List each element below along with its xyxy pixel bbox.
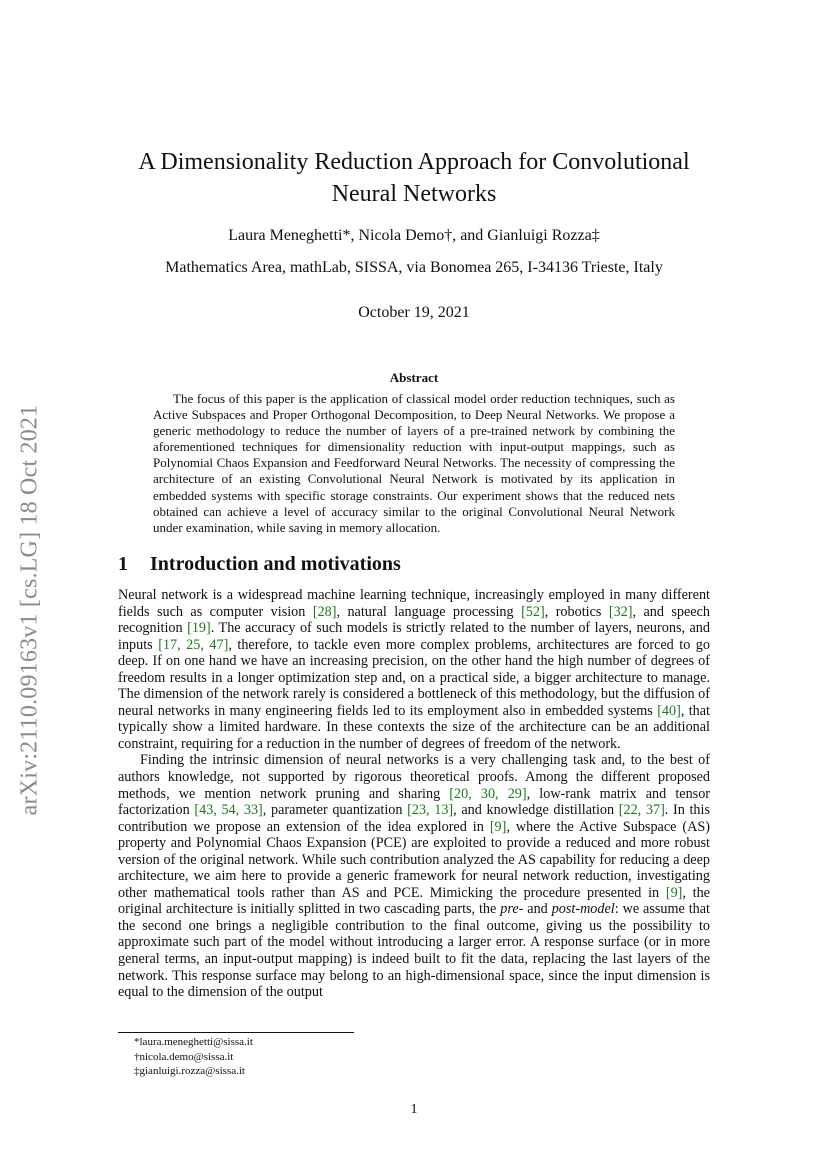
- section-number: 1: [118, 553, 128, 575]
- arxiv-identifier: arXiv:2110.09163v1 [cs.LG] 18 Oct 2021: [16, 404, 43, 816]
- citation-link[interactable]: [9]: [665, 884, 683, 901]
- title-line-1: A Dimensionality Reduction Approach for Convolutional: [138, 149, 690, 175]
- abstract-text: The focus of this paper is the application of classical model order reduction techniques, such as Active Subspaces and Proper Orthogonal Decomposition, to Deep Neural Networks. We propose a generic methodology to reduce the number of layers of a pre-trained network by combining the aforementioned techniques for dimensionality reduction with input-output mappings, such as Polynomial Chaos Expansion and Feedforward Neural Networks. The necessity of compressing the architecture of an existing Convolutional Neural Network is motivated by its application in embedded systems with specific storage constraints. Our experiment shows that the reduced nets obtained can achieve a level of accuracy similar to the original Convolutional Neural Network under examination, while saving in memory allocation.: [153, 391, 675, 535]
- footnote-rule: [118, 1032, 354, 1033]
- paper-title: [120, 146, 708, 210]
- citation-link[interactable]: [52]: [521, 603, 545, 620]
- emphasis-pre: pre-: [500, 901, 524, 918]
- body-text: [118, 587, 710, 1001]
- citation-link[interactable]: [23, 13]: [407, 802, 454, 819]
- section-heading: [118, 553, 401, 576]
- citation-link[interactable]: [28]: [312, 603, 337, 620]
- page-number: 1: [410, 1102, 418, 1117]
- emphasis-post-model: post-model: [551, 901, 615, 918]
- footnotes: [134, 1035, 253, 1079]
- citation-link[interactable]: [32]: [608, 603, 633, 620]
- affiliation: Mathematics Area, mathLab, SISSA, via Bonomea 265, I-34136 Trieste, Italy: [165, 259, 663, 276]
- footnote-email-2: †nicola.demo@sissa.it: [134, 1050, 234, 1063]
- citation-link[interactable]: [20, 30, 29]: [449, 785, 527, 802]
- citation-link[interactable]: [19]: [187, 620, 211, 637]
- citation-link[interactable]: [40]: [657, 702, 681, 719]
- citation-link[interactable]: [9]: [489, 818, 507, 835]
- authors: Laura Meneghetti*, Nicola Demo†, and Gianluigi Rozza‡: [228, 227, 600, 244]
- citation-link[interactable]: [43, 54, 33]: [194, 802, 263, 819]
- paragraph-2: Finding the intrinsic dimension of neural networks is a very challenging task and, to the best of authors knowledge, not supported by rigorous theoretical proofs. Among the different proposed methods, we mention network pruning and sharing [20, 30, 29], low-rank matrix and tensor factorization [43, 54, 33], parameter quantization [23, 13], and knowledge distillation [22, 37]. In this contribution we propose an extension of the idea explored in [9], where the Active Subspace (AS) property and Polynomial Chaos Expansion (PCE) are exploited to provide a reduced and more robust version of the original network. While such contribution analyzed the AS capability for reducing a deep architecture, we aim here to provide a generic framework for neural network reduction, investigating other mathematical tools rather than AS and PCE. Mimicking the procedure presented in [9], the original architecture is initially splitted in two cascading parts, the pre- and post-model: we assume that the second one brings a negligible contribution to the final outcome, giving us the possibility to approximate such part of the model without introducing a larger error. A response surface (or in more general terms, an input-output mapping) is indeed built to fit the data, replacing the last layers of the network. This response surface may belong to an high-dimensional space, since the input dimension is equal to the dimension of the output: [118, 752, 711, 1001]
- paragraph-1: Neural network is a widespread machine learning technique, increasingly employed in many different fields such as computer vision [28], natural language processing [52], robotics [32], and speech recognition [19]. The accuracy of such models is strictly related to the number of layers, neurons, and inputs [17, 25, 47], therefore, to tackle even more complex problems, architectures are forced to go deep. If on one hand we have an increasing precision, on the other hand the high number of degrees of freedom results in a longer optimization step and, on a practical side, a bigger architecture to manage. The dimension of the network rarely is considered a bottleneck of this methodology, but the diffusion of neural networks in many engineering fields led to its employment also in embedded systems [40], that typically show a limited hardware. In these contexts the size of the architecture can be an additional constraint, requiring for a reduction in the number of degrees of freedom of the network.: [118, 587, 710, 752]
- citation-link[interactable]: [22, 37]: [618, 802, 665, 819]
- footnote-email-1: *laura.meneghetti@sissa.it: [134, 1036, 253, 1048]
- title-line-2: Neural Networks: [331, 181, 497, 207]
- date: October 19, 2021: [358, 304, 470, 321]
- footnote-email-3: ‡gianluigi.rozza@sissa.it: [134, 1065, 245, 1077]
- abstract-heading: Abstract: [389, 370, 439, 385]
- citation-link[interactable]: [17, 25, 47]: [158, 636, 229, 653]
- section-title: Introduction and motivations: [150, 553, 401, 575]
